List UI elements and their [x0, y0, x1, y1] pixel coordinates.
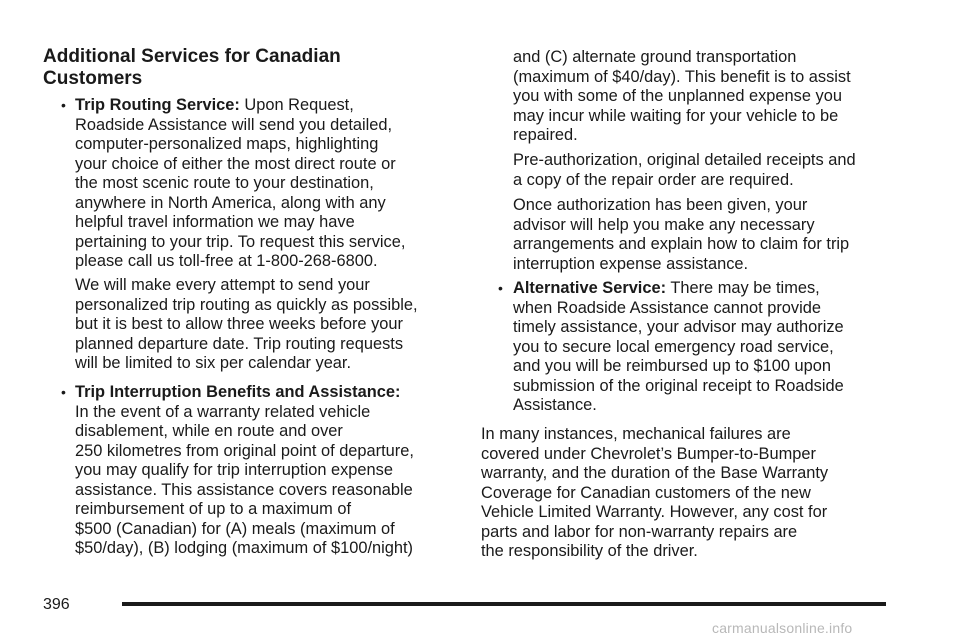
bullet-trip-routing: •	[61, 97, 66, 113]
trip-routing-paragraph-2	[75, 276, 418, 374]
bullet-trip-interruption: •	[61, 384, 66, 400]
line: interruption expense assistance.	[513, 254, 749, 273]
line: the most scenic route to your destination,	[75, 174, 374, 192]
line: timely assistance, your advisor may authorize	[513, 318, 844, 336]
preauthorization-paragraph	[513, 151, 856, 190]
line: In the event of a warranty related vehicle	[75, 402, 371, 421]
line: (maximum of $40/day). This benefit is to assist	[513, 67, 851, 86]
line: you with some of the unplanned expense you	[513, 87, 842, 105]
line: helpful travel information we may have	[75, 213, 355, 231]
trip-routing-paragraph	[75, 96, 405, 272]
line: but it is best to allow three weeks before your	[75, 315, 403, 333]
line: Roadside Assistance will send you detailed,	[75, 115, 393, 134]
line: Upon Request,	[244, 96, 354, 114]
page-number: 396	[43, 596, 70, 613]
footer-rule	[122, 602, 886, 606]
line: We will make every attempt to send your	[75, 276, 370, 294]
line: you to secure local emergency road service,	[513, 337, 834, 356]
continuation-paragraph	[513, 48, 851, 146]
line: may incur while waiting for your vehicle to be	[513, 106, 839, 125]
line: There may be times,	[670, 279, 820, 297]
line: disablement, while en route and over	[75, 422, 343, 440]
line: $500 (Canadian) for (A) meals (maximum of	[75, 519, 395, 538]
line: repaired.	[513, 126, 578, 144]
bullet-alternative-service: •	[498, 280, 503, 296]
section-heading: Additional Services for Canadian Customers	[43, 46, 341, 89]
line: 250 kilometres from original point of departure,	[75, 441, 414, 460]
line: In many instances, mechanical failures are	[481, 425, 791, 443]
line: Pre-authorization, original detailed receipts and	[513, 151, 856, 169]
line: and (C) alternate ground transportation	[513, 48, 797, 66]
line: your choice of either the most direct route or	[75, 154, 396, 173]
line: when Roadside Assistance cannot provide	[513, 298, 821, 317]
line: Vehicle Limited Warranty. However, any cost for	[481, 503, 828, 521]
line: you may qualify for trip interruption expense	[75, 461, 393, 479]
line: and you will be reimbursed up to $100 upon	[513, 357, 832, 375]
line: $50/day), (B) lodging (maximum of $100/night)	[75, 539, 413, 557]
authorization-paragraph	[513, 196, 849, 274]
line: please call us toll-free at 1-800-268-6800.	[75, 252, 378, 270]
trip-routing-lead: Trip Routing Service:	[75, 96, 240, 114]
line: computer-personalized maps, highlighting	[75, 135, 379, 153]
line: covered under Chevrolet’s Bumper-to-Bumper	[481, 444, 816, 463]
trip-interruption-lead: Trip Interruption Benefits and Assistance:	[75, 383, 401, 401]
line: parts and labor for non-warranty repairs are	[481, 522, 798, 541]
line: submission of the original receipt to Roadside	[513, 376, 844, 395]
alternative-service-lead: Alternative Service:	[513, 279, 667, 297]
line: Coverage for Canadian customers of the new	[481, 483, 811, 502]
line: Once authorization has been given, your	[513, 196, 808, 214]
trip-interruption-paragraph	[75, 383, 414, 559]
alternative-service-paragraph	[513, 279, 844, 416]
line: warranty, and the duration of the Base Warranty	[481, 464, 829, 482]
line: anywhere in North America, along with any	[75, 193, 386, 212]
line: personalized trip routing as quickly as possible,	[75, 295, 418, 314]
line: arrangements and explain how to claim for trip	[513, 235, 850, 253]
line: a copy of the repair order are required.	[513, 170, 794, 189]
line: will be limited to six per calendar year.	[75, 354, 352, 372]
line: Assistance.	[513, 396, 597, 414]
watermark: carmanualsonline.info	[712, 620, 853, 636]
line: pertaining to your trip. To request this service,	[75, 232, 406, 251]
line: assistance. This assistance covers reasonable	[75, 480, 413, 499]
line: reimbursement of up to a maximum of	[75, 500, 352, 518]
line: advisor will help you make any necessary	[513, 215, 815, 234]
closing-paragraph	[481, 425, 828, 562]
line: planned departure date. Trip routing requests	[75, 334, 404, 353]
line: the responsibility of the driver.	[481, 542, 698, 560]
